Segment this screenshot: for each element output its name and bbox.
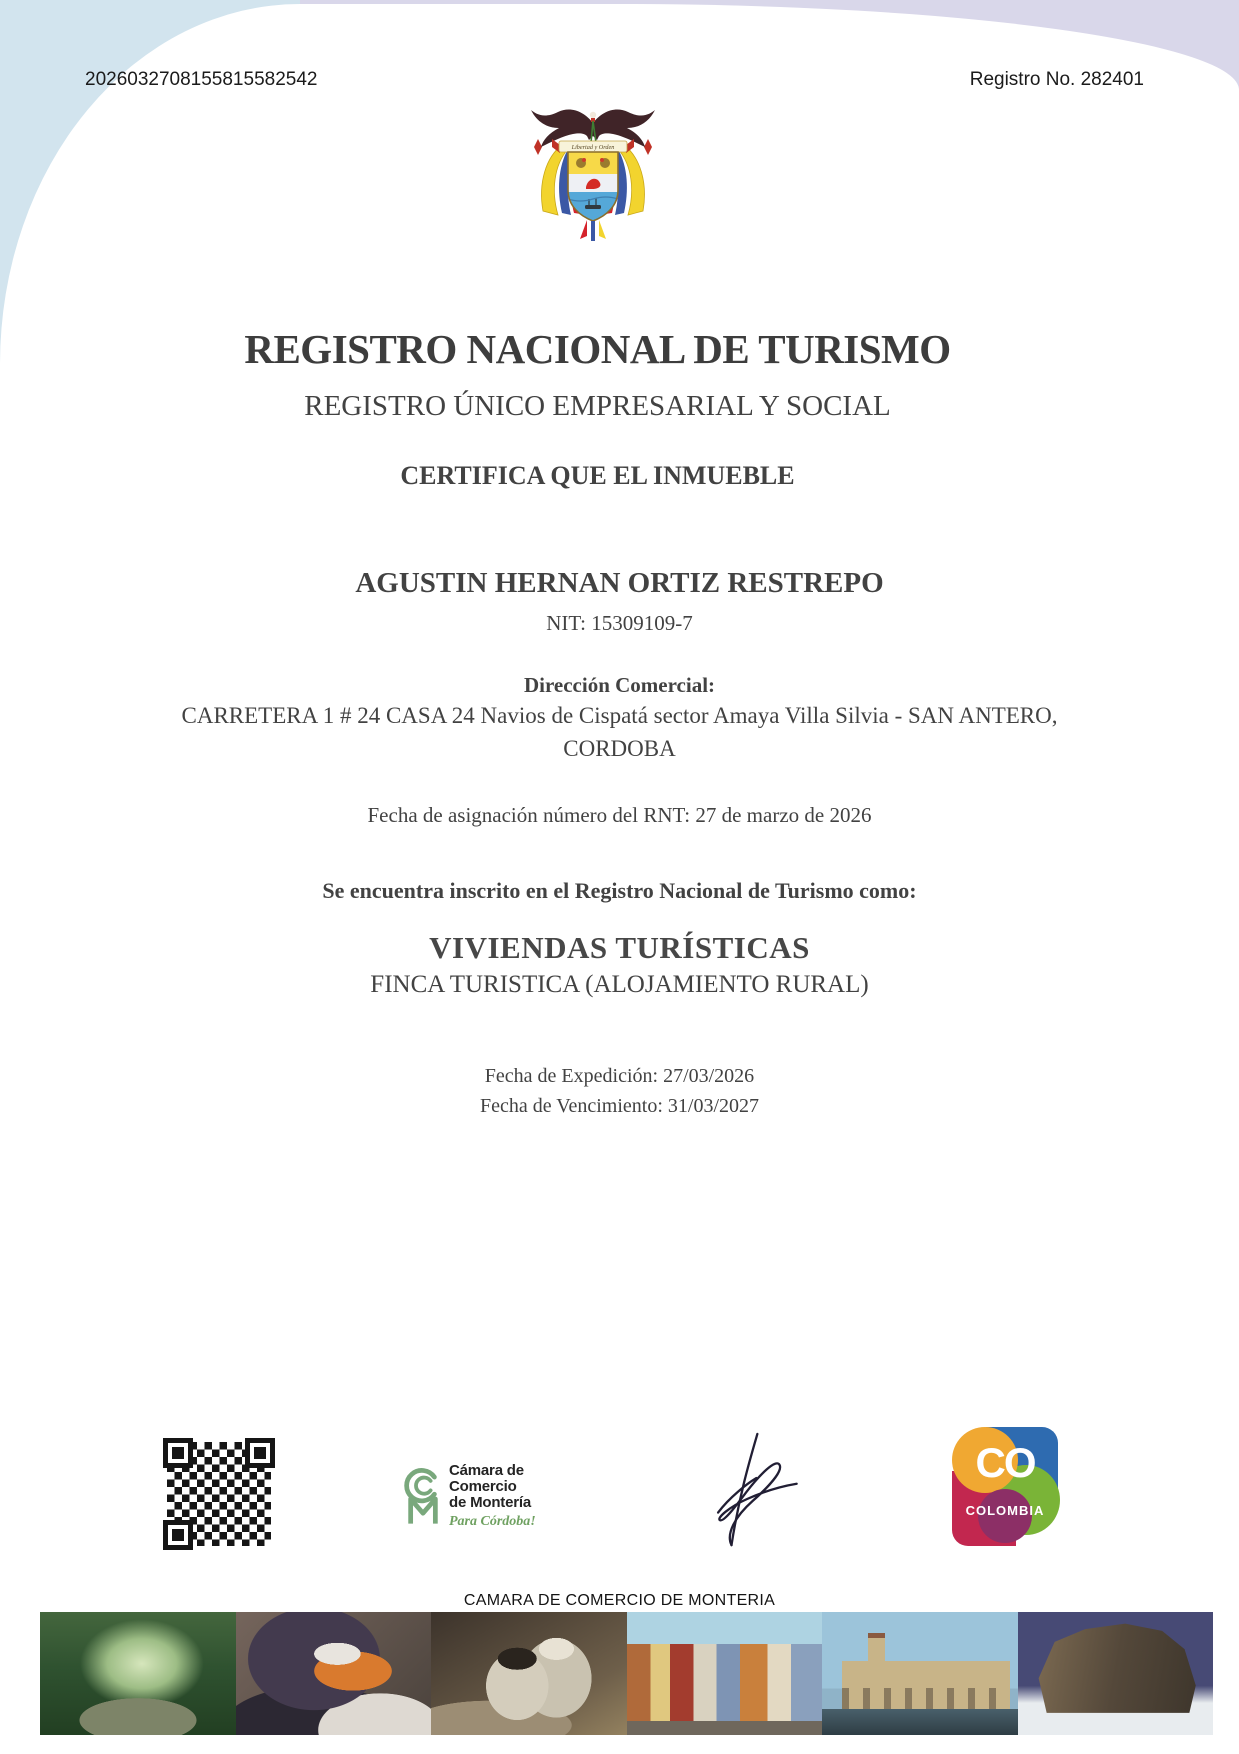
tracking-number: 2026032708155815582542 [85,69,318,90]
photo-colonial-street [627,1612,823,1735]
ccm-line-1: Cámara de [449,1462,524,1479]
ccm-logo-text [449,1463,536,1545]
signature [697,1428,812,1553]
church-water [822,1709,1018,1735]
co-colombia-logo [952,1427,1058,1546]
photo-rock-monolith [1018,1612,1214,1735]
ccm-tagline: Para Córdoba! [449,1514,536,1529]
colombia-coat-of-arms-icon [528,98,658,250]
certificate-subtitle: REGISTRO ÚNICO EMPRESARIAL Y SOCIAL [304,390,891,422]
qr-finder-bottom-left [163,1520,193,1550]
validity-dates [0,1061,1239,1121]
rock-shape [1037,1622,1197,1713]
registry-category: VIVIENDAS TURÍSTICAS [429,930,810,965]
certificate-title: REGISTRO NACIONAL DE TURISMO [244,326,951,372]
photo-church-waterfront [822,1612,1018,1735]
qr-code [163,1438,275,1550]
ccm-line-2: Comercio [449,1478,517,1495]
footer-caption: CAMARA DE COMERCIO DE MONTERIA [463,1592,776,1609]
photo-strip [40,1612,1213,1735]
inscription-intro: Se encuentra inscrito en el Registro Nacional de Turismo como: [322,878,917,903]
photo-king-vulture [236,1612,432,1735]
photo-jungle-path [40,1612,236,1735]
qr-finder-top-right [245,1438,275,1468]
owner-name: AGUSTIN HERNAN ORTIZ RESTREPO [355,567,884,599]
coat-motto: Libertad y Orden [571,144,615,151]
address-line-1: CARRETERA 1 # 24 CASA 24 Navios de Cispatá sector Amaya Villa Silvia - SAN ANTERO, [181,703,1058,728]
issue-date: Fecha de Expedición: 27/03/2026 [484,1065,755,1087]
registry-subcategory: FINCA TURISTICA (ALOJAMIENTO RURAL) [370,971,869,998]
co-logo-co-text: CO [975,1439,1035,1486]
expiry-date: Fecha de Vencimiento: 31/03/2027 [479,1095,760,1117]
church-building [842,1661,1010,1710]
qr-finder-top-left [163,1438,193,1468]
photo-indigenous-people [431,1612,627,1735]
commercial-address [0,699,1239,765]
registro-number: Registro No. 282401 [969,69,1144,90]
chamber-of-commerce-logo [404,1463,554,1545]
rnt-assignment-date: Fecha de asignación número del RNT: 27 de marzo de 2026 [367,803,872,827]
ccm-line-3: de Montería [449,1494,531,1511]
certifies-line: CERTIFICA QUE EL INMUEBLE [400,461,795,490]
address-label: Dirección Comercial: [523,673,716,697]
co-logo-colombia-text: COLOMBIA [965,1503,1045,1518]
nit-number: NIT: 15309109-7 [546,611,693,635]
address-line-2: CORDOBA [563,736,676,761]
ccm-monogram-icon [404,1467,442,1529]
